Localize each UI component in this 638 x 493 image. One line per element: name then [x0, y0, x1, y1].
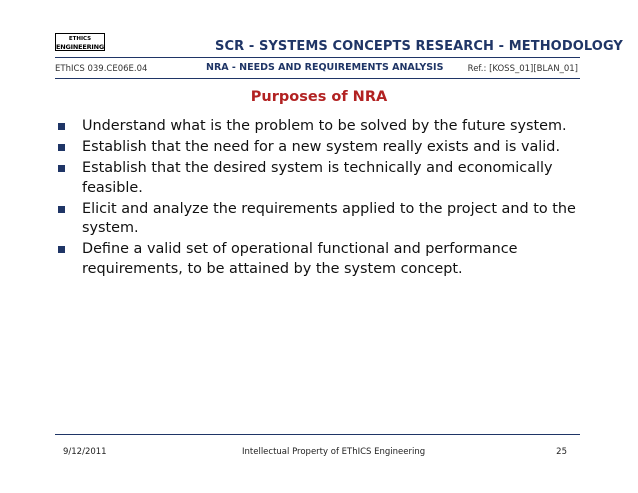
list-item-text: Establish that the desired system is technically and economically feasible.	[82, 160, 553, 196]
logo-line1: ETHICS	[68, 36, 92, 42]
list-item	[55, 240, 595, 279]
list-item-text: Understand what is the problem to be solved by the future system.	[82, 118, 567, 134]
header-divider-bottom	[55, 78, 580, 79]
header-title: SCR - SYSTEMS CONCEPTS RESEARCH - METHODOLOGY	[215, 39, 623, 54]
bullet-square-icon	[58, 165, 65, 172]
bullet-square-icon	[58, 123, 65, 130]
slide-title: Purposes of NRA	[250, 89, 388, 105]
bullet-square-icon	[58, 206, 65, 213]
list-item	[55, 117, 595, 137]
bullet-square-icon	[58, 144, 65, 151]
document-reference: EThICS 039.CE06E.04	[55, 64, 148, 74]
company-logo	[55, 33, 105, 51]
logo-line2: ENGINEERING	[56, 43, 104, 51]
footer-divider	[55, 434, 580, 435]
page-number: 25	[556, 447, 567, 457]
bibliography-reference: Ref.: [KOSS_01][BLAN_01]	[467, 64, 578, 74]
list-item	[55, 200, 595, 239]
footer-copyright: Intellectual Property of EThICS Engineering	[242, 447, 426, 457]
list-item	[55, 138, 595, 158]
section-subtitle: NRA - NEEDS AND REQUIREMENTS ANALYSIS	[206, 62, 444, 73]
list-item-text: Define a valid set of operational functional and performance requirements, to be attained by the system concept.	[82, 241, 518, 277]
header-divider-top	[55, 57, 580, 58]
footer-date: 9/12/2011	[63, 447, 107, 457]
list-item-text: Establish that the need for a new system really exists and is valid.	[82, 139, 561, 156]
bullet-square-icon	[58, 246, 65, 253]
purposes-list	[55, 117, 595, 281]
list-item-text: Elicit and analyze the requirements applied to the project and to the system.	[82, 200, 576, 237]
list-item	[55, 159, 595, 198]
